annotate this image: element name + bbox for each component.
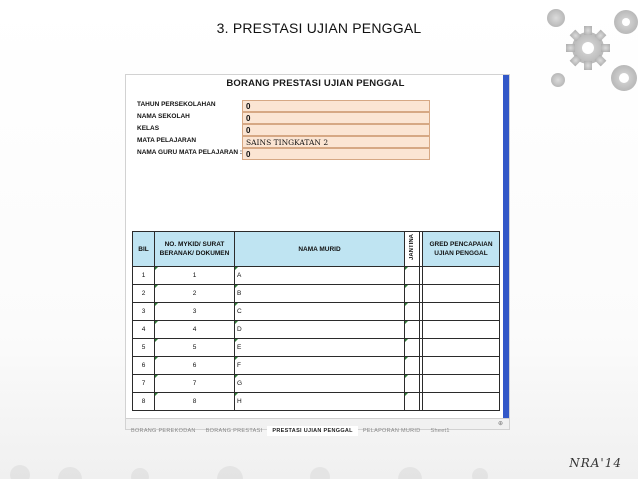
nama-guru-input[interactable]: 0 xyxy=(242,148,430,160)
table-row xyxy=(133,321,500,339)
col-header-gender xyxy=(405,232,420,267)
cell-gender[interactable] xyxy=(405,357,420,375)
cell-grade[interactable] xyxy=(423,303,500,321)
cell-id[interactable]: 7 xyxy=(155,375,235,393)
cell-bil[interactable]: 3 xyxy=(133,303,155,321)
cell-gender[interactable] xyxy=(405,267,420,285)
cell-grade[interactable] xyxy=(423,321,500,339)
sheet-edge-scrollbar[interactable] xyxy=(503,75,509,423)
col-header-grade: GRED PENCAPAIAN UJIAN PENGGAL xyxy=(423,232,500,267)
cell-gender[interactable] xyxy=(405,285,420,303)
cell-gender[interactable] xyxy=(405,393,420,411)
nama-sekolah-input[interactable]: 0 xyxy=(242,112,430,124)
cell-name[interactable]: B xyxy=(235,285,405,303)
sheet-tab[interactable]: BORANG PRESTASI xyxy=(205,428,263,434)
table-row xyxy=(133,357,500,375)
cell-bil[interactable]: 2 xyxy=(133,285,155,303)
cell-name[interactable]: H xyxy=(235,393,405,411)
cell-bil[interactable]: 4 xyxy=(133,321,155,339)
table-row xyxy=(133,267,500,285)
cell-name[interactable]: A xyxy=(235,267,405,285)
col-header-id: NO. MYKID/ SURAT BERANAK/ DOKUMEN xyxy=(155,232,235,267)
sheet-tab-bar xyxy=(126,418,509,434)
cell-name[interactable]: F xyxy=(235,357,405,375)
spreadsheet-view xyxy=(125,74,510,434)
table-row xyxy=(133,303,500,321)
cell-name[interactable]: G xyxy=(235,375,405,393)
bottom-decoration-icon xyxy=(0,439,638,479)
col-header-name: NAMA MURID xyxy=(235,232,405,267)
field-label: TAHUN PERSEKOLAHAN xyxy=(137,101,216,108)
cell-name[interactable]: E xyxy=(235,339,405,357)
cell-name[interactable]: D xyxy=(235,321,405,339)
cell-id[interactable]: 1 xyxy=(155,267,235,285)
table-row xyxy=(133,285,500,303)
cell-bil[interactable]: 8 xyxy=(133,393,155,411)
cell-grade[interactable] xyxy=(423,375,500,393)
sheet-tab[interactable]: Sheet1 xyxy=(430,428,450,434)
cell-grade[interactable] xyxy=(423,267,500,285)
col-header-bil: BIL xyxy=(133,232,155,267)
field-label: NAMA GURU MATA PELAJARAN : xyxy=(137,149,243,156)
cell-bil[interactable]: 5 xyxy=(133,339,155,357)
cell-bil[interactable]: 7 xyxy=(133,375,155,393)
field-label: KELAS xyxy=(137,125,160,132)
cell-gender[interactable] xyxy=(405,303,420,321)
cell-grade[interactable] xyxy=(423,357,500,375)
sheet-tab[interactable]: BORANG PEREKODAN xyxy=(131,428,196,434)
cell-id[interactable]: 3 xyxy=(155,303,235,321)
add-sheet-icon[interactable]: ⊕ xyxy=(497,421,503,427)
gender-header-label: JANTINA xyxy=(409,234,415,261)
tahun-persekolahan-input[interactable]: 0 xyxy=(242,100,430,112)
slide-title: 3. PRESTASI UJIAN PENGGAL xyxy=(216,20,422,36)
form-title: BORANG PRESTASI UJIAN PENGGAL xyxy=(226,78,405,89)
cell-id[interactable]: 5 xyxy=(155,339,235,357)
cell-gender[interactable] xyxy=(405,321,420,339)
author-signature: NRA'14 xyxy=(569,456,622,470)
cell-id[interactable]: 2 xyxy=(155,285,235,303)
gears-decoration-icon xyxy=(518,0,638,110)
table-header-row xyxy=(133,232,500,267)
table-row xyxy=(133,375,500,393)
cell-id[interactable]: 8 xyxy=(155,393,235,411)
cell-id[interactable]: 6 xyxy=(155,357,235,375)
cell-id[interactable]: 4 xyxy=(155,321,235,339)
mata-pelajaran-input[interactable]: SAINS TINGKATAN 2 xyxy=(242,136,430,148)
cell-grade[interactable] xyxy=(423,285,500,303)
cell-name[interactable]: C xyxy=(235,303,405,321)
kelas-input[interactable]: 0 xyxy=(242,124,430,136)
field-label: MATA PELAJARAN xyxy=(137,137,197,144)
student-table xyxy=(132,231,500,411)
cell-bil[interactable]: 1 xyxy=(133,267,155,285)
sheet-tab[interactable]: PELAPORAN MURID xyxy=(362,428,421,434)
field-label: NAMA SEKOLAH xyxy=(137,113,190,120)
table-row xyxy=(133,339,500,357)
cell-bil[interactable]: 6 xyxy=(133,357,155,375)
cell-grade[interactable] xyxy=(423,393,500,411)
cell-gender[interactable] xyxy=(405,375,420,393)
sheet-tab[interactable]: PRESTASI UJIAN PENGGAL xyxy=(267,426,357,436)
cell-grade[interactable] xyxy=(423,339,500,357)
table-row xyxy=(133,393,500,411)
cell-gender[interactable] xyxy=(405,339,420,357)
